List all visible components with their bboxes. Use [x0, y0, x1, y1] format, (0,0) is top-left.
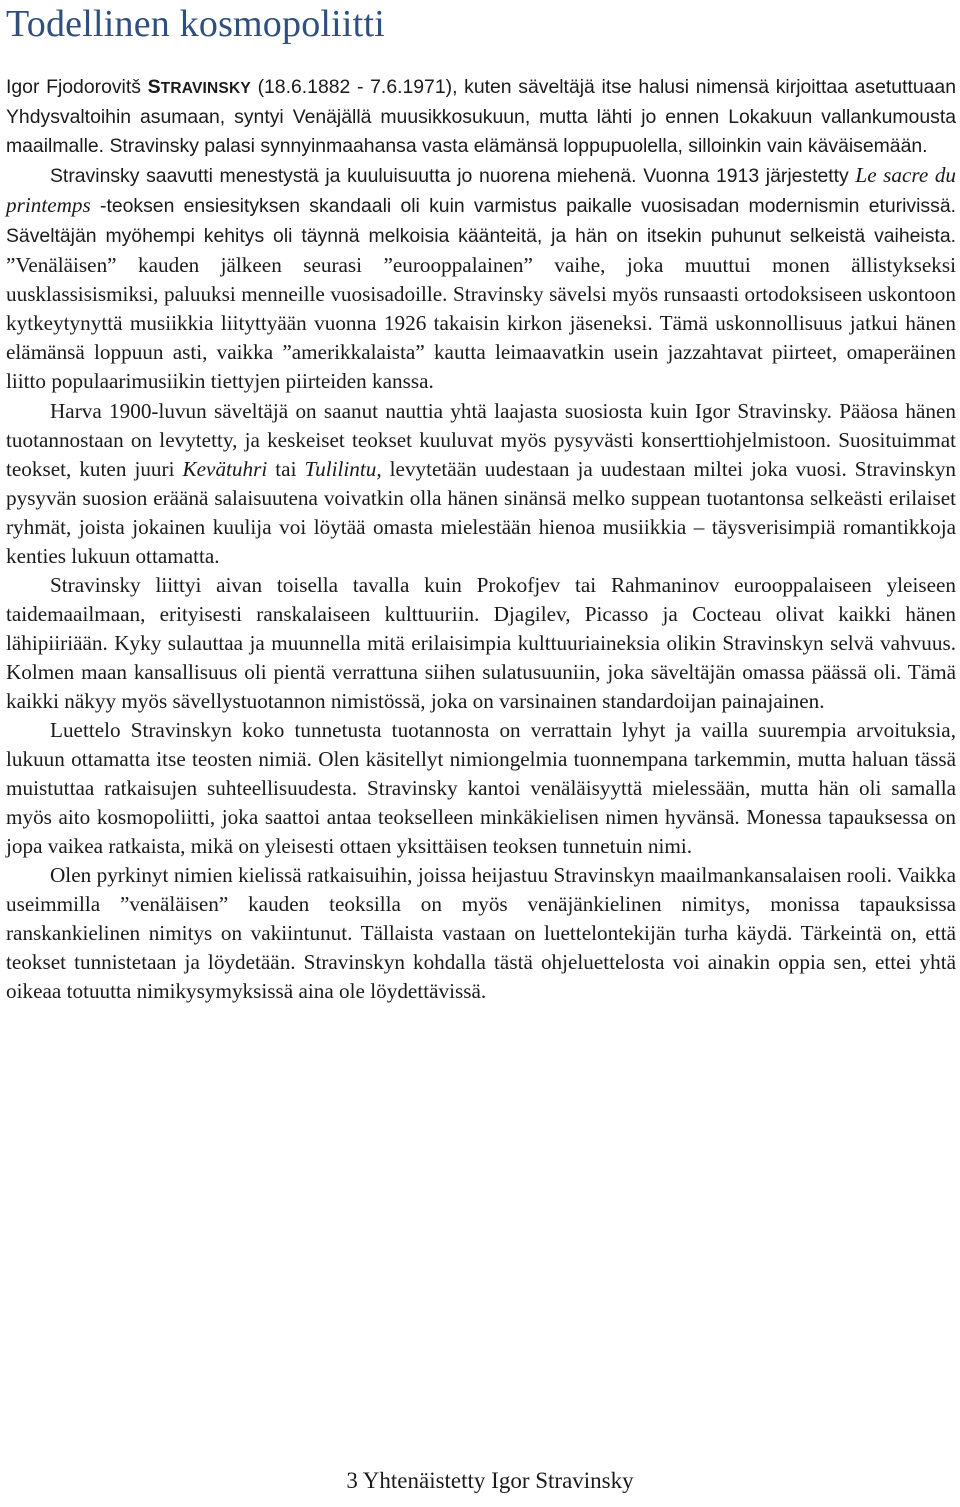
paragraph-5: Luettelo Stravinskyn koko tunnetusta tuotannosta on verrattain lyhyt ja vailla suurempia arvoituksia, lukuun ottamatta itse teosten nimiä. Olen käsitellyt nimiongelmia tuonnempana tarkemmin, mutta haluan tässä muistuttaa ratkaisujen suhteellisuudesta. Stravinsky kantoi venäläisyyttä mielessään, mutta hän oli samalla myös aito kosmopoliitti, joka saattoi antaa teokselleen minkäkielisen nimen hyvänsä. Monessa tapauksessa on jopa vaikea ratkaista, mikä on yleisesti ottaen yksittäisen teoksen tunnetuin nimi. — [6, 718, 956, 859]
paragraph-2-rest-sans: -teoksen ensiesityksen skandaali oli kuin varmistus paikalle vuosisadan modernismin eturivissä. Säveltäjän myöhempi kehitys oli täynnä melkoisia käänteitä, ja hän on itsekin puhunut selkeistä vaiheista. — [6, 195, 956, 248]
paragraph-3-part1: Harva 1900-luvun säveltäjä on saanut nauttia yhtä laajasta suosiosta kuin Igor Stravinsky. Pääosa hänen tuotannostaan on levytetty, ja keskeiset teokset kuuluvat myös pysyvästi konserttiohjelmistoon. Suosituimmat teokset, kuten juuri — [6, 398, 956, 481]
paragraph-3-mid: tai — [267, 456, 305, 481]
intro-name-initial: S — [147, 76, 161, 98]
paragraph-4: Stravinsky liittyi aivan toisella tavalla kuin Prokofjev tai Rahmaninov eurooppalaiseen yleiseen taidemaailmaan, erityisesti ranskalaiseen kulttuuriin. Djagilev, Picasso ja Cocteau olivat kaikki hänen lähipiiriään. Kyky sulauttaa ja muunnella mitä erilaisimpia kulttuuriaineksia olikin Stravinskyn selvä vahvuus. Kolmen maan kansallisuus oli pientä verrattuna siihen sulatusuuniin, joka säveltäjän omassa päässä oli. Tämä kaikki näkyy myös sävellystuotannon nimistössä, joka on varsinainen standardoijan painajainen. — [6, 572, 956, 713]
work-title-le-sacre: Le sacre du printemps — [6, 163, 957, 218]
paragraph-2-rest: ”Venäläisen” kauden jälkeen seurasi ”eurooppalainen” vaihe, joka muuttui monen ällistykseksi uusklassisismiksi, paluuksi menneille vuosisadoille. Stravinsky sävelsi myös runsaasti ortodoksiseen uskontoon kytkeytynyttä musiikkia liityttyään vuonna 1926 takaisin kirkon jäseneksi. Tämä uskonnollisuus jatkui hänen elämänsä loppuun asti, vaikka ”amerikkalaista” kautta leimaavatkin usein jazzahtavat piirteet, omaperäinen liitto populaarimusiikin tiettyjen piirteiden kanssa. — [6, 253, 956, 394]
paragraph-2-lead: Stravinsky saavutti menestystä ja kuuluisuutta jo nuorena miehenä. Vuonna 1913 järjestetty — [50, 165, 856, 188]
intro-name-caps: TRAVINSKY — [160, 80, 251, 97]
work-title-kevatuhri: Kevätuhri — [182, 456, 268, 481]
intro-name-prefix: Igor Fjodorovitš — [6, 76, 148, 98]
paragraph-3-part2: , levytetään uudestaan ja uudestaan miltei joka vuosi. Stravinskyn pysyvän suosion eräänä salaisuutena voivatkin olla hänen sinänsä melko suppean tuotantonsa selkeästi erilaiset ryhmät, joista jokainen kuulija voi löytää omasta mielestään hienoa musiikkia – täysverisimpiä romantikkoja kenties lukuun ottamatta. — [6, 456, 956, 568]
article-body — [6, 73, 956, 1007]
page-title: Todellinen kosmopoliitti — [6, 3, 385, 45]
paragraph-3 — [6, 397, 956, 571]
paragraph-2 — [6, 161, 956, 396]
intro-paragraph — [6, 73, 956, 161]
paragraph-6: Olen pyrkinyt nimien kielissä ratkaisuihin, joissa heijastuu Stravinskyn maailmankansalaisen rooli. Vaikka useimmilla ”venäläisen” kauden teoksilla on myös venäjänkielinen nimitys, monissa tapauksissa ranskankielinen nimitys on vakiintunut. Tällaista vastaan on luettelontekijän turha käydä. Tärkeintä on, että teokset tunnistetaan ja löydetään. Stravinskyn kohdalla tästä ohjeluettelosta voi ainakin oppia sen, ettei yhtä oikeaa totuutta nimikysymyksissä aina ole löydettävissä. — [6, 863, 956, 1004]
intro-text: (18.6.1882 - 7.6.1971), kuten säveltäjä itse halusi nimensä kirjoittaa asetuttuaan Yhdysvaltoihin asumaan, syntyi Venäjällä muusikkosukuun, mutta lähti jo ennen Lokakuun vallankumousta maailmalle. Stravinsky palasi synnyinmaahansa vasta elämänsä loppupuolella, silloinkin vain käväisemään. — [6, 76, 956, 158]
page-footer: 3 Yhtenäistetty Igor Stravinsky — [346, 1468, 634, 1493]
work-title-tulilintu: Tulilintu — [304, 456, 377, 481]
